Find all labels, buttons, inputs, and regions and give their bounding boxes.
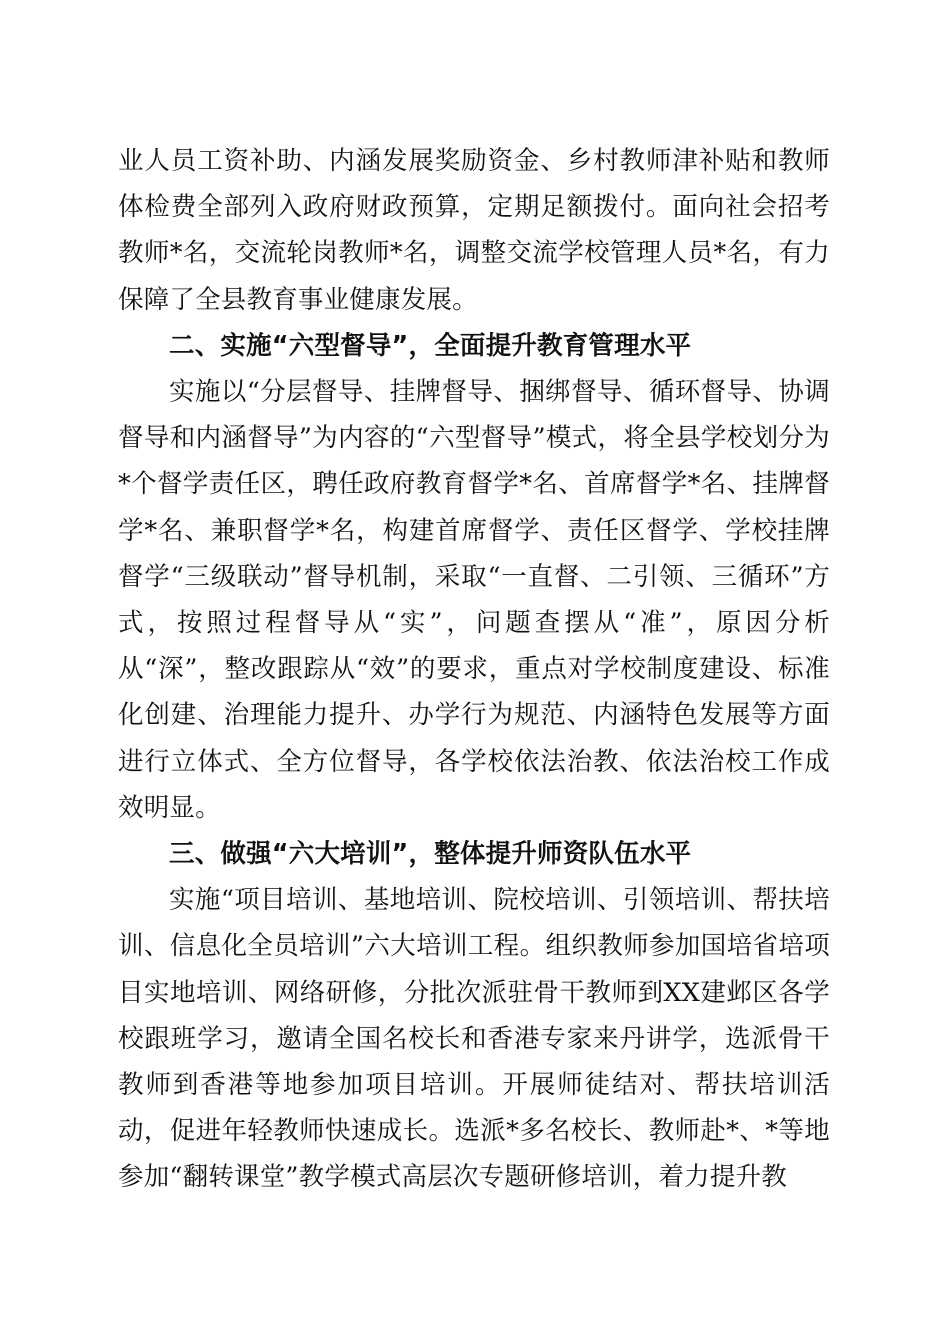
- paragraph-funding-continued: 业人员工资补助、内涵发展奖励资金、乡村教师津补贴和教师体检费全部列入政府财政预算，定期足额拨付。面向社会招考教师*名，交流轮岗教师*名，调整交流学校管理人员*名，有力保障了全县教育事业健康发展。: [118, 146, 830, 315]
- document-page: [118, 138, 830, 1201]
- paragraph-supervision: 实施以“分层督导、挂牌督导、捆绑督导、循环督导、协调督导和内涵督导”为内容的“六型督导”模式，将全县学校划分为*个督学责任区，聘任政府教育督学*名、首席督学*名、挂牌督学*名、兼职督学*名，构建首席督学、责任区督学、学校挂牌督学“三级联动”督导机制，采取“一直督、二引领、三循环”方式，按照过程督导从“实”，问题查摆从“准”，原因分析从“深”，整改跟踪从“效”的要求，重点对学校制度建设、标准化创建、治理能力提升、办学行为规范、内涵特色发展等方面进行立体式、全方位督导，各学校依法治教、依法治校工作成效明显。: [118, 377, 830, 823]
- section-heading-supervision: 二、实施“六型督导”，全面提升教育管理水平: [169, 330, 692, 361]
- section-heading-training: 三、做强“六大培训”，整体提升师资队伍水平: [169, 839, 692, 870]
- paragraph-training: 实施“项目培训、基地培训、院校培训、引领培训、帮扶培训、信息化全员培训”六大培训工程。组织教师参加国培省培项目实地培训、网络研修，分批次派驻骨干教师到XX建邺区各学校跟班学习，邀请全国名校长和香港专家来丹讲学，选派骨干教师到香港等地参加项目培训。开展师徒结对、帮扶培训活动，促进年轻教师快速成长。选派*多名校长、教师赴*、*等地参加“翻转课堂”教学模式高层次专题研修培训，着力提升教: [118, 885, 830, 1193]
